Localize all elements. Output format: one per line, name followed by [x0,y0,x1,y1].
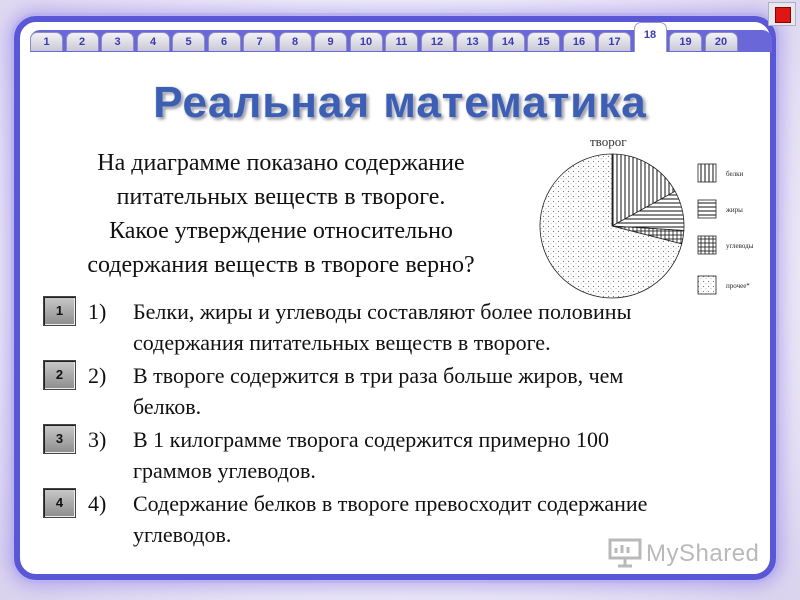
presentation-icon [608,538,642,568]
answer-number: 1) [88,299,107,324]
page-title: Реальная математика [153,78,647,127]
tab-20[interactable]: 20 [705,32,738,51]
red-square-icon [775,7,791,23]
answer-line: белков. [133,394,202,419]
answer-number: 2) [88,363,107,388]
answer-text [133,360,763,422]
tab-10[interactable]: 10 [350,32,383,51]
tab-6[interactable]: 6 [208,32,241,51]
legend-label-2: жиры [726,206,743,214]
pie-chart [532,130,764,308]
tab-4[interactable]: 4 [137,32,170,51]
tab-19[interactable]: 19 [669,32,702,51]
legend-swatch-1 [698,164,716,182]
answer-button-1[interactable]: 1 [43,296,76,326]
question-line: На диаграмме показано содержание [97,150,465,176]
tab-8[interactable]: 8 [279,32,312,51]
legend-label-4: прочее* [726,282,750,290]
answer-text [133,424,763,486]
tab-3[interactable]: 3 [101,32,134,51]
answer-line: В твороге содержится в три раза больше жиров, чем [133,363,624,388]
tab-16[interactable]: 16 [563,32,596,51]
answer-button-4[interactable]: 4 [43,488,76,518]
answer-button-2[interactable]: 2 [43,360,76,390]
tab-2[interactable]: 2 [66,32,99,51]
answer-line: граммов углеводов. [133,458,316,483]
legend-swatch-2 [698,200,716,218]
legend-label-1: белки [726,170,744,178]
tab-13[interactable]: 13 [456,32,489,51]
tab-17[interactable]: 17 [598,32,631,51]
answer-button-3[interactable]: 3 [43,424,76,454]
pie-chart-svg [532,130,764,308]
tab-7[interactable]: 7 [243,32,276,51]
question-line: питательных веществ в твороге. [116,184,446,210]
answer-line: Белки, жиры и углеводы составляют более половины [133,299,632,324]
tab-15[interactable]: 15 [527,32,560,51]
answer-line: Содержание белков в твороге превосходит содержание [133,491,648,516]
answer-number: 4) [88,491,107,516]
tab-18[interactable]: 18 [634,22,667,52]
legend-label-3: углеводы [726,242,754,250]
question-text [36,146,526,282]
tab-5[interactable]: 5 [172,32,205,51]
legend-swatch-4 [698,276,716,294]
stop-button[interactable] [768,2,796,26]
watermark-text: MyShared [646,540,760,567]
answer-number: 3) [88,427,107,452]
tab-9[interactable]: 9 [314,32,347,51]
chart-title: творог [590,134,627,149]
question-line: содержания веществ в твороге верно? [87,252,475,278]
answer-line: содержания питательных веществ в твороге. [133,330,551,355]
answer-text [133,296,763,358]
tab-1[interactable]: 1 [30,32,63,51]
answer-line: В 1 килограмме творога содержится примерно 100 [133,427,609,452]
legend-swatch-3 [698,236,716,254]
tab-12[interactable]: 12 [421,32,454,51]
tab-11[interactable]: 11 [385,32,418,51]
tab-14[interactable]: 14 [492,32,525,51]
question-line: Какое утверждение относительно [109,218,453,244]
answer-line: углеводов. [133,522,232,547]
watermark [604,534,764,574]
